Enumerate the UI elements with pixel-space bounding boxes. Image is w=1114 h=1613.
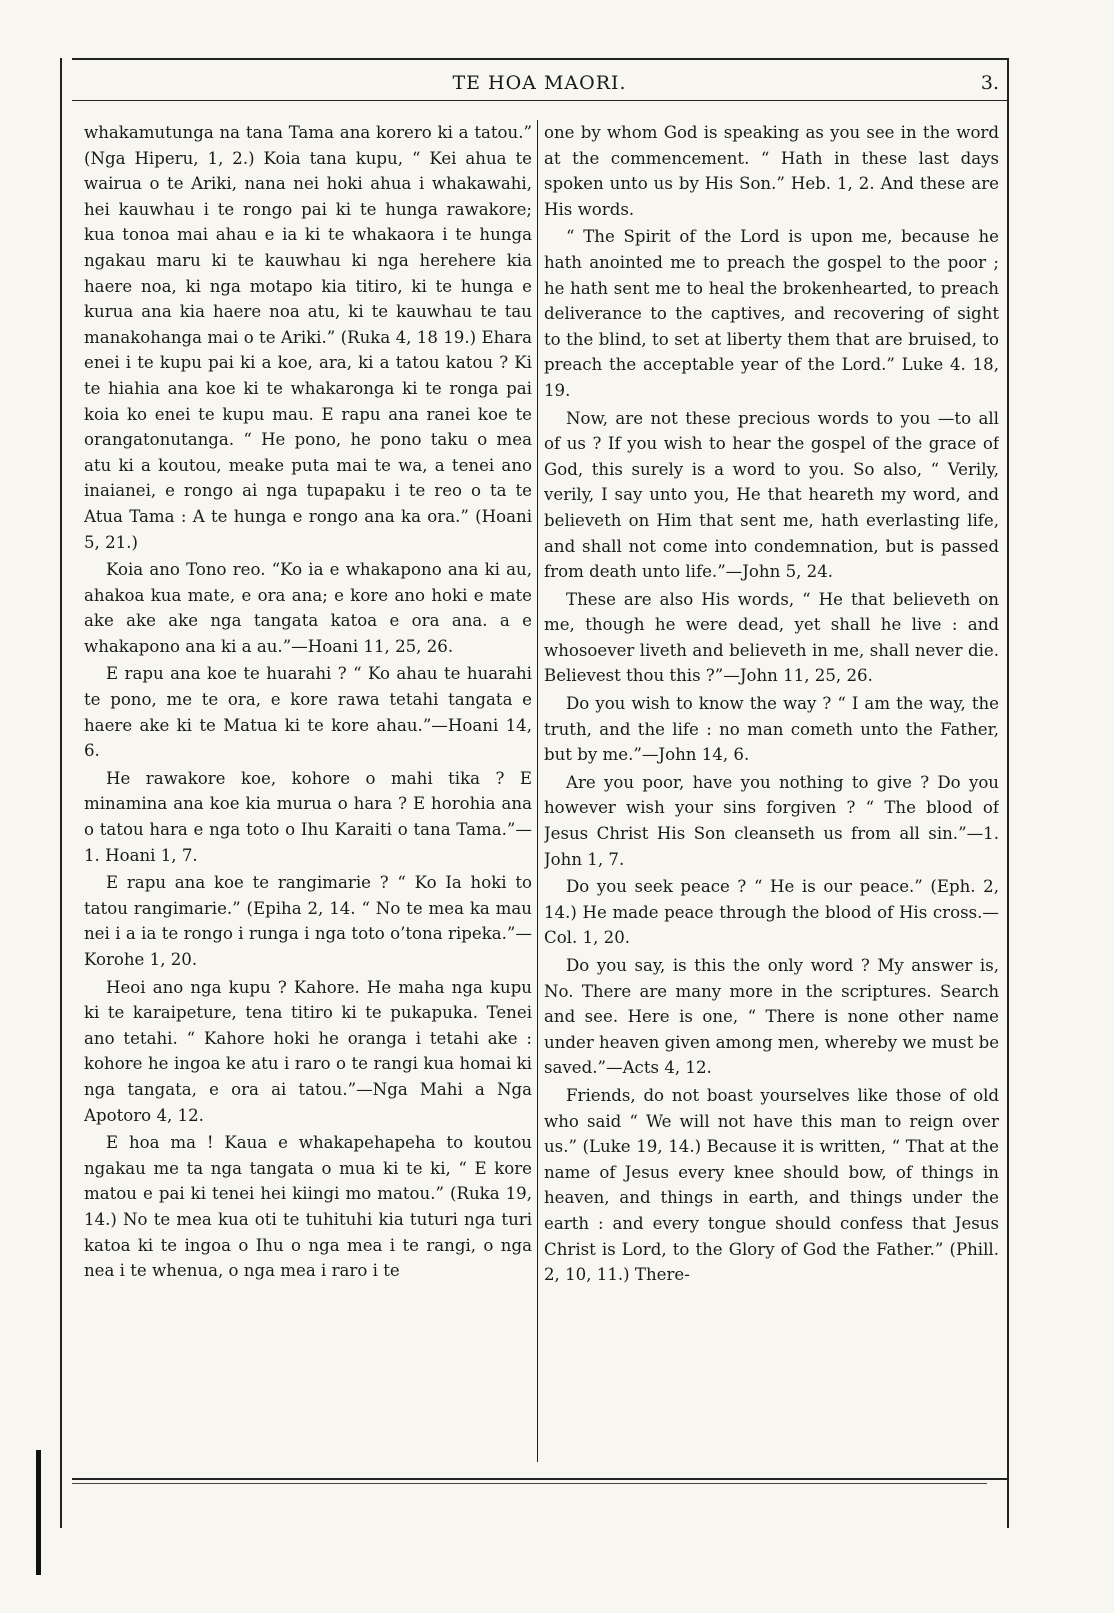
bottom-rule-thin	[72, 1483, 987, 1484]
paragraph: He rawakore koe, kohore o mahi tika ? E minamina ana koe kia murua o hara ? E horohia ana o tatou hara e nga toto o Ihu Karaiti o tana Tama.”—1. Hoani 1, 7.	[84, 768, 532, 865]
page-number: 3.	[980, 72, 999, 94]
page-title: TE HOA MAORI.	[452, 72, 627, 94]
paragraph: E rapu ana koe te huarahi ? “ Ko ahau te huarahi te pono, me te ora, e kore rawa tetahi tangata e haere ake ki te Matua ki te kore ahau.”—Hoani 14, 6.	[84, 664, 532, 761]
paragraph: E hoa ma ! Kaua e whakapehapeha to koutou ngakau me ta nga tangata o mua ki te ki, “ E kore matou e pai ki tenei hei kiingi mo matou.” (Ruka 19, 14.) No te mea kua oti te tuhituhi kia tuturi nga turi katoa ki te ingoa o Ihu o nga mea i te rangi, o nga nea i te whenua, o nga mea i raro i te	[84, 1133, 532, 1281]
paragraph: Do you seek peace ? “ He is our peace.” (Eph. 2, 14.) He made peace through the blood of His cross.—Col. 1, 20.	[544, 877, 999, 948]
maori-text-column	[84, 120, 532, 1462]
paragraph: one by whom God is speaking as you see in the word at the commencement. “ Hath in these last days spoken unto us by His Son.” Heb. 1, 2. And these are His words.	[544, 123, 999, 219]
paragraph: Heoi ano nga kupu ? Kahore. He maha nga kupu ki te karaipeture, tena titiro ki te pukapuka. Tenei ano tetahi. “ Kahore hoki he oranga i tetahi ake : kohore he ingoa ke atu i raro o te rangi kua homai ki nga tangata, e ora ai tatou.”—Nga Mahi a Nga Apotoro 4, 12.	[84, 977, 532, 1125]
paragraph: whakamutunga na tana Tama ana korero ki a tatou.” (Nga Hiperu, 1, 2.) Koia tana kupu, “ Kei ahua te wairua o te Ariki, nana nei hoki ahua i whakawahi, hei kauwhau i te rongo pai ki te hunga rawakore; kua tonoa mai ahau e ia ki te whakaora i te hunga ngakau maru ki te kauwhau ki nga herehere kia haere noa, ki nga motapo kia titiro, ki te hunga e kurua ana kia haere noa atu, ki te kauwhau te tau manakohanga mai o te Ariki.” (Ruka 4, 18 19.) Ehara enei i te kupu pai ki a koe, ara, ki a tatou katou ? Ki te hiahia ana koe ki te whakaronga ki te ronga pai koia ko enei te kupu mau. E rapu ana ranei koe te orangatonutanga. “ He pono, he pono taku o mea atu ki a koutou, meake puta mai te wa, a tenei ano inaianei, e rongo ai nga tupapaku i te reo o ta te Atua Tama : A te hunga e rongo ana ka ora.” (Hoani 5, 21.)	[84, 123, 532, 552]
paragraph: “ The Spirit of the Lord is upon me, because he hath anointed me to preach the gospel to the poor ; he hath sent me to heal the brokenhearted, to preach deliverance to the captives, and recovering of sight to the blind, to set at liberty them that are bruised, to preach the acceptable year of the Lord.” Luke 4. 18, 19.	[544, 227, 999, 400]
top-rule	[72, 58, 1007, 60]
paragraph: These are also His words, “ He that believeth on me, though he were dead, yet shall he live : and whosoever liveth and believeth in me, shall never die. Believest thou this ?”—John 11, 25, 26.	[544, 589, 999, 686]
binding-margin-mark	[36, 1450, 41, 1575]
paragraph: Are you poor, have you nothing to give ? Do you however wish your sins forgiven ? “ The blood of Jesus Christ His Son cleanseth us from all sin.”—1. John 1, 7.	[544, 772, 999, 869]
paragraph: E rapu ana koe te rangimarie ? “ Ko Ia hoki to tatou rangimarie.” (Epiha 2, 14. “ No te mea ka mau nei i a ia te rongo i runga i nga toto o’tona ripeka.”—Korohe 1, 20.	[84, 873, 532, 969]
column-divider	[537, 120, 538, 1462]
paragraph: Koia ano Tono reo. “Ko ia e whakapono ana ki au, ahakoa kua mate, e ora ana; e kore ano hoki e mate ake ake ake nga tangata katoa e ora ana. a e whakapono ana ki a au.”—Hoani 11, 25, 26.	[84, 560, 532, 656]
page-header	[72, 64, 1007, 101]
paragraph: Friends, do not boast yourselves like those of old who said “ We will not have this man to reign over us.” (Luke 19, 14.) Because it is written, “ That at the name of Jesus every knee should bow, of things in heaven, and things in earth, and things under the earth : and every tongue should confess that Jesus Christ is Lord, to the Glory of God the Father.” (Phill. 2, 10, 11.) There-	[544, 1085, 999, 1285]
paragraph: Do you say, is this the only word ? My answer is, No. There are many more in the scriptures. Search and see. Here is one, “ There is none other name under heaven given among men, whereby we must be saved.”—Acts 4, 12.	[544, 956, 999, 1078]
newspaper-page	[60, 58, 1009, 1528]
english-text-column	[544, 120, 999, 1462]
bottom-rule	[72, 1478, 1007, 1480]
paragraph: Do you wish to know the way ? “ I am the way, the truth, and the life : no man cometh unto the Father, but by me.”—John 14, 6.	[544, 694, 999, 765]
paragraph: Now, are not these precious words to you —to all of us ? If you wish to hear the gospel of the grace of God, this surely is a word to you. So also, “ Verily, verily, I say unto you, He that heareth my word, and believeth on Him that sent me, hath everlasting life, and shall not come into condemnation, but is passed from death unto life.”—John 5, 24.	[544, 408, 999, 582]
